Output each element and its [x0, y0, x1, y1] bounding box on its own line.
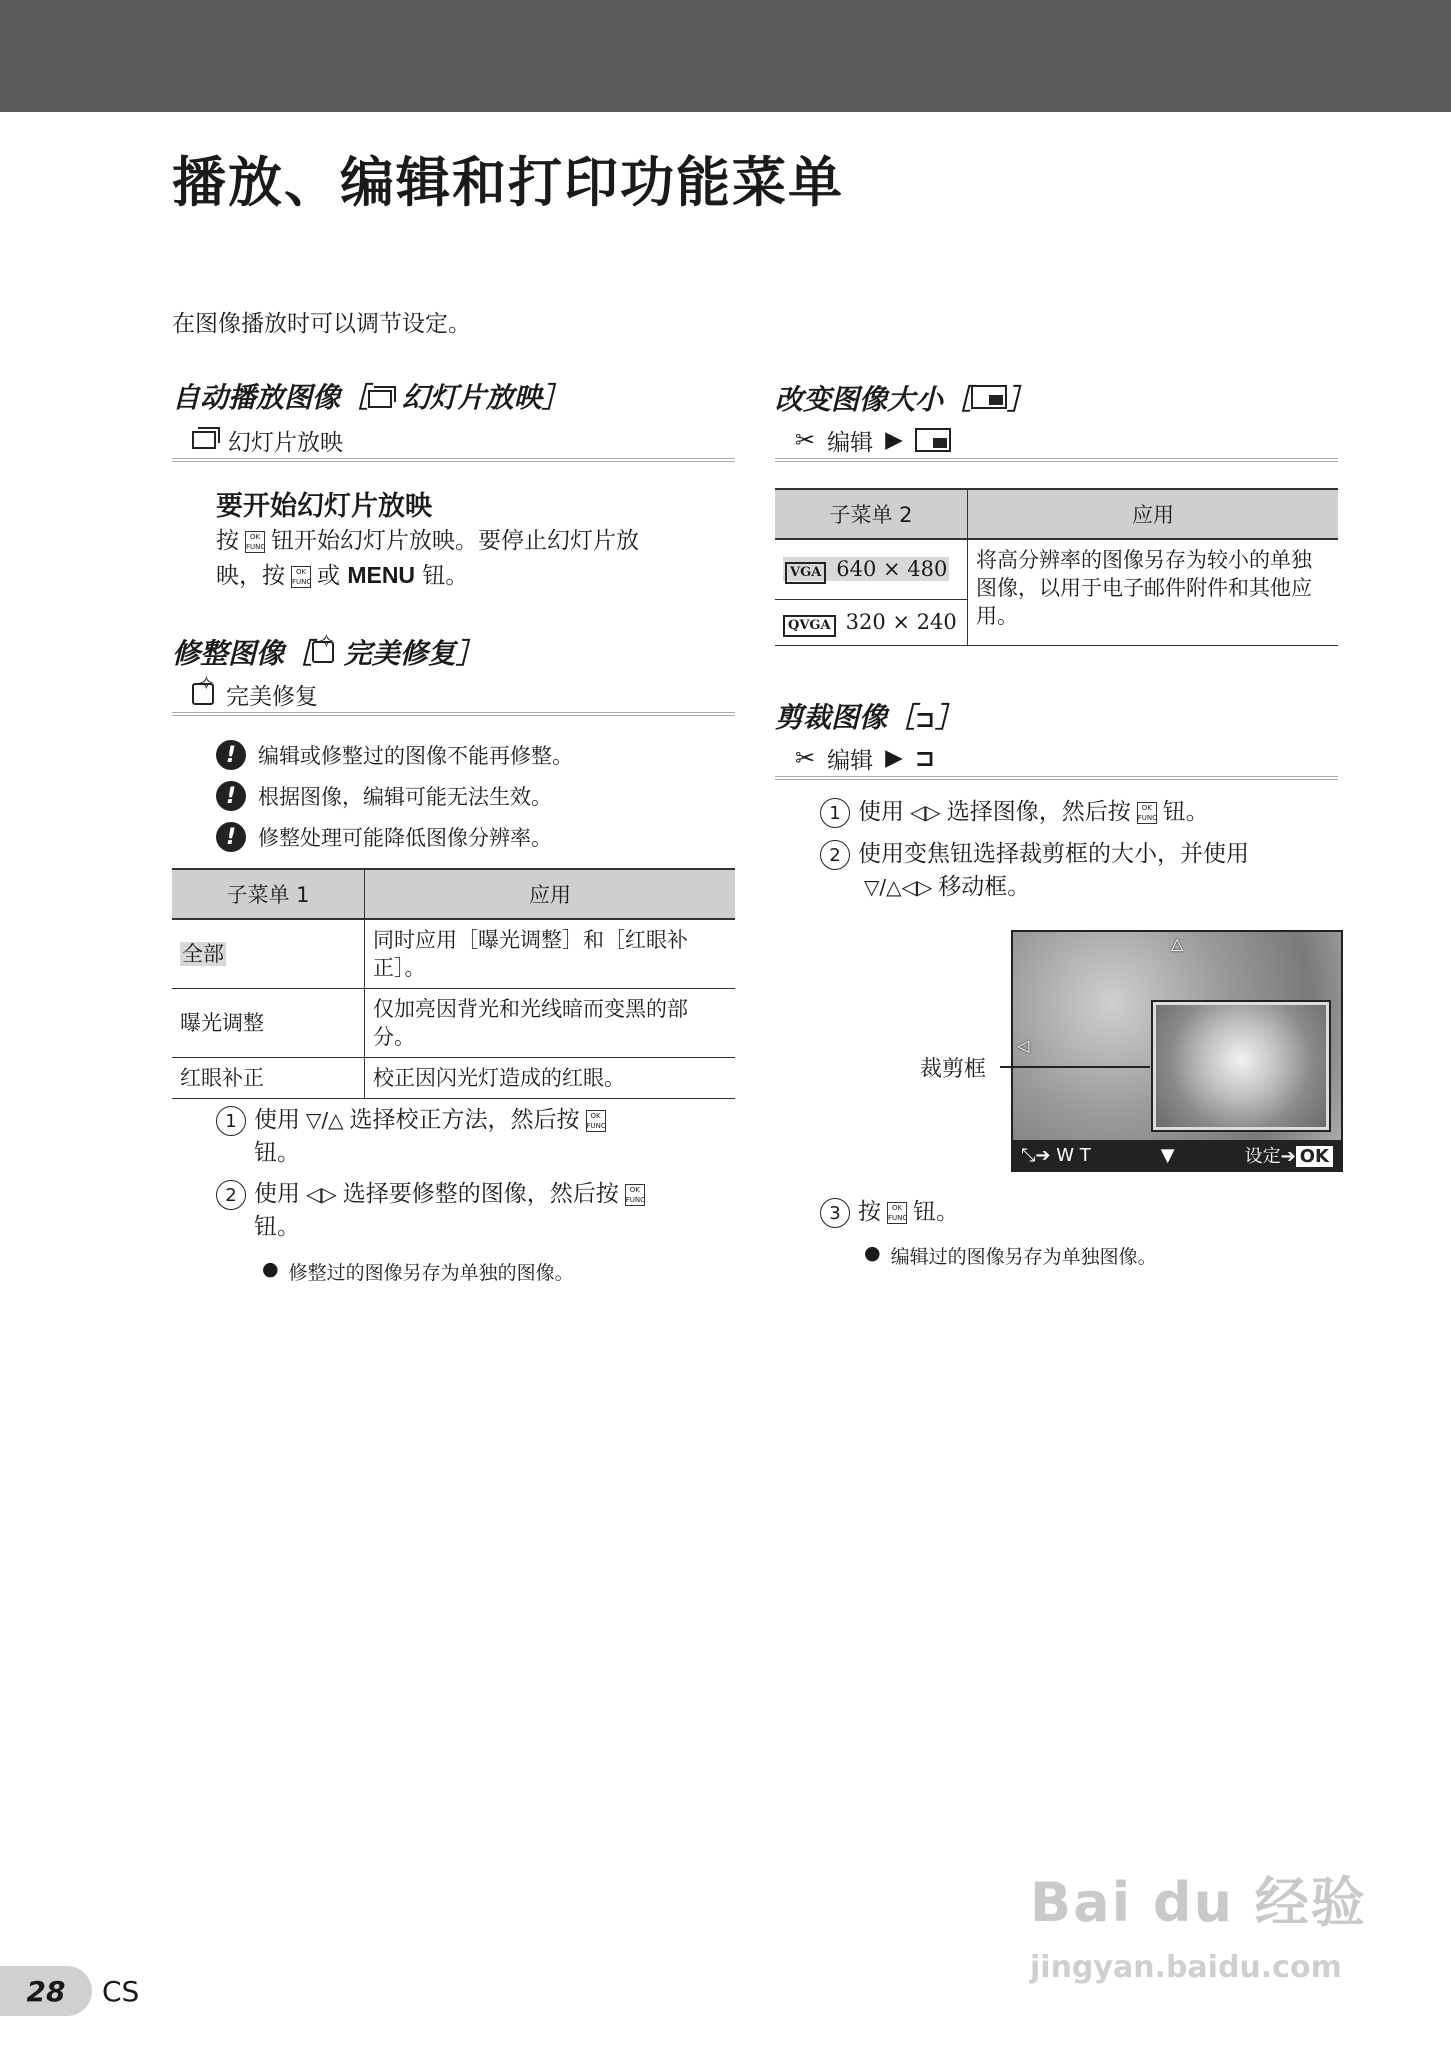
resize-icon	[971, 385, 1007, 409]
slideshow-subhead: 要开始幻灯片放映	[216, 491, 432, 522]
fix-bullet: ● 修整过的图像另存为单独的图像。	[262, 1258, 574, 1284]
crop-frame	[1153, 1002, 1329, 1130]
up-down-arrow-icon: ▽/△	[306, 1108, 344, 1132]
crop-frame-pointer	[1000, 1066, 1150, 1068]
fix-step-2: 2 使用 ◁▷ 选择要修整的图像，然后按 OK FUNC 钮。	[216, 1178, 736, 1244]
ok-func-icon: OK FUNC	[1137, 803, 1158, 822]
table-header: 子菜单 1	[172, 869, 365, 919]
crop-icon: ⊐	[915, 705, 936, 733]
up-arrow-icon: △	[1171, 934, 1184, 953]
page-title: 播放、编辑和打印功能菜单	[172, 151, 844, 214]
table-row: VGA 640 × 480 将高分辨率的图像另存为较小的单独图像，以用于电子邮件附件和其他应用。	[775, 539, 1338, 599]
vga-icon: VGA	[785, 562, 826, 584]
intro-text: 在图像播放时可以调节设定。	[172, 311, 471, 337]
slideshow-path: 幻灯片放映	[172, 422, 735, 462]
caution-icon: !	[216, 781, 246, 811]
qvga-icon: QVGA	[783, 615, 836, 637]
arrow-right-icon: ▶	[885, 745, 903, 771]
slideshow-icon	[368, 390, 392, 408]
crop-icon: ⊐	[914, 744, 935, 772]
page-number: 28	[0, 1966, 92, 2016]
caution-icon: !	[216, 740, 246, 770]
left-arrow-icon: ◁	[1017, 1036, 1030, 1055]
perfect-fix-icon	[192, 683, 214, 705]
left-right-arrow-icon: ◁▷	[306, 1182, 337, 1206]
scissors-icon: ✂	[795, 744, 816, 772]
crop-step-1: 1 使用 ◁▷ 选择图像，然后按 OK FUNC 钮。	[820, 796, 1340, 829]
down-arrow-icon: ▼	[1160, 1144, 1175, 1166]
crop-step-3: 3 按 OK FUNC 钮。	[820, 1196, 1340, 1229]
fix-table	[172, 868, 735, 1099]
direction-arrows-icon: ▽/△◁▷	[864, 875, 933, 899]
language-code: CS	[102, 1975, 140, 2008]
arrow-right-icon: ▶	[885, 427, 903, 453]
table-row: 全部 同时应用［曝光调整］和［红眼补正］。	[172, 919, 735, 989]
table-header: 应用	[365, 869, 736, 919]
table-row: 曝光调整 仅加亮因背光和光线暗而变黑的部分。	[172, 989, 735, 1058]
top-bar	[0, 0, 1451, 112]
ok-func-icon: OK FUNC	[625, 1185, 646, 1204]
ok-func-icon: OK FUNC	[292, 567, 312, 586]
caution-icon: !	[216, 822, 246, 852]
fix-path: ✧ 完美修复	[172, 676, 735, 716]
table-row: QVGA 320 × 240	[775, 599, 1338, 645]
zoom-indicator: ⤡➔ W T	[1021, 1144, 1091, 1166]
left-right-arrow-icon: ◁▷	[910, 800, 941, 824]
watermark: Bai du 经验	[1030, 1871, 1367, 1934]
note: ! 编辑或修整过的图像不能再修整。	[216, 740, 573, 770]
status-bar	[1013, 1140, 1341, 1170]
fix-title: 修整图像［✧ 完美修复］	[172, 632, 484, 672]
ok-func-icon: OK FUNC	[246, 532, 266, 551]
note: ! 根据图像，编辑可能无法生效。	[216, 781, 552, 811]
resize-table	[775, 488, 1338, 646]
resize-path: ✂ 编辑 ▶	[775, 422, 1338, 462]
crop-frame-label: 裁剪框	[920, 1057, 987, 1082]
resize-title: 改变图像大小［ ］	[775, 383, 1036, 416]
perfect-fix-icon	[312, 641, 334, 663]
set-indicator: 设定➔ OK	[1245, 1142, 1333, 1168]
watermark-url: jingyan.baidu.com	[1030, 1950, 1342, 1985]
slideshow-icon	[192, 431, 216, 449]
ok-func-icon: OK FUNC	[888, 1203, 908, 1222]
crop-bullet: ● 编辑过的图像另存为单独图像。	[864, 1242, 1157, 1268]
slideshow-body: 按 OK FUNC 钮开始幻灯片放映。要停止幻灯片放 映，按 OK FUNC 或 MENU 钮。	[216, 528, 639, 589]
table-header: 应用	[968, 489, 1339, 539]
resize-icon	[915, 428, 951, 452]
note: ! 修整处理可能降低图像分辨率。	[216, 822, 552, 852]
crop-title: 剪裁图像［⊐］	[775, 701, 964, 734]
ok-func-icon: OK FUNC	[586, 1111, 606, 1130]
table-header: 子菜单 2	[775, 489, 968, 539]
crop-preview-screen	[1011, 930, 1343, 1172]
table-row: 红眼补正 校正因闪光灯造成的红眼。	[172, 1058, 735, 1099]
menu-button-label: MENU	[347, 562, 416, 588]
crop-step-2: 2 使用变焦钮选择裁剪框的大小，并使用 ▽/△◁▷ 移动框。	[820, 838, 1340, 904]
fix-step-1: 1 使用 ▽/△ 选择校正方法，然后按 OK FUNC 钮。	[216, 1104, 736, 1170]
scissors-icon: ✂	[795, 426, 816, 454]
slideshow-title: 自动播放图像［ 幻灯片放映］	[172, 381, 570, 414]
crop-path: ✂ 编辑 ▶ ⊐	[775, 740, 1338, 780]
